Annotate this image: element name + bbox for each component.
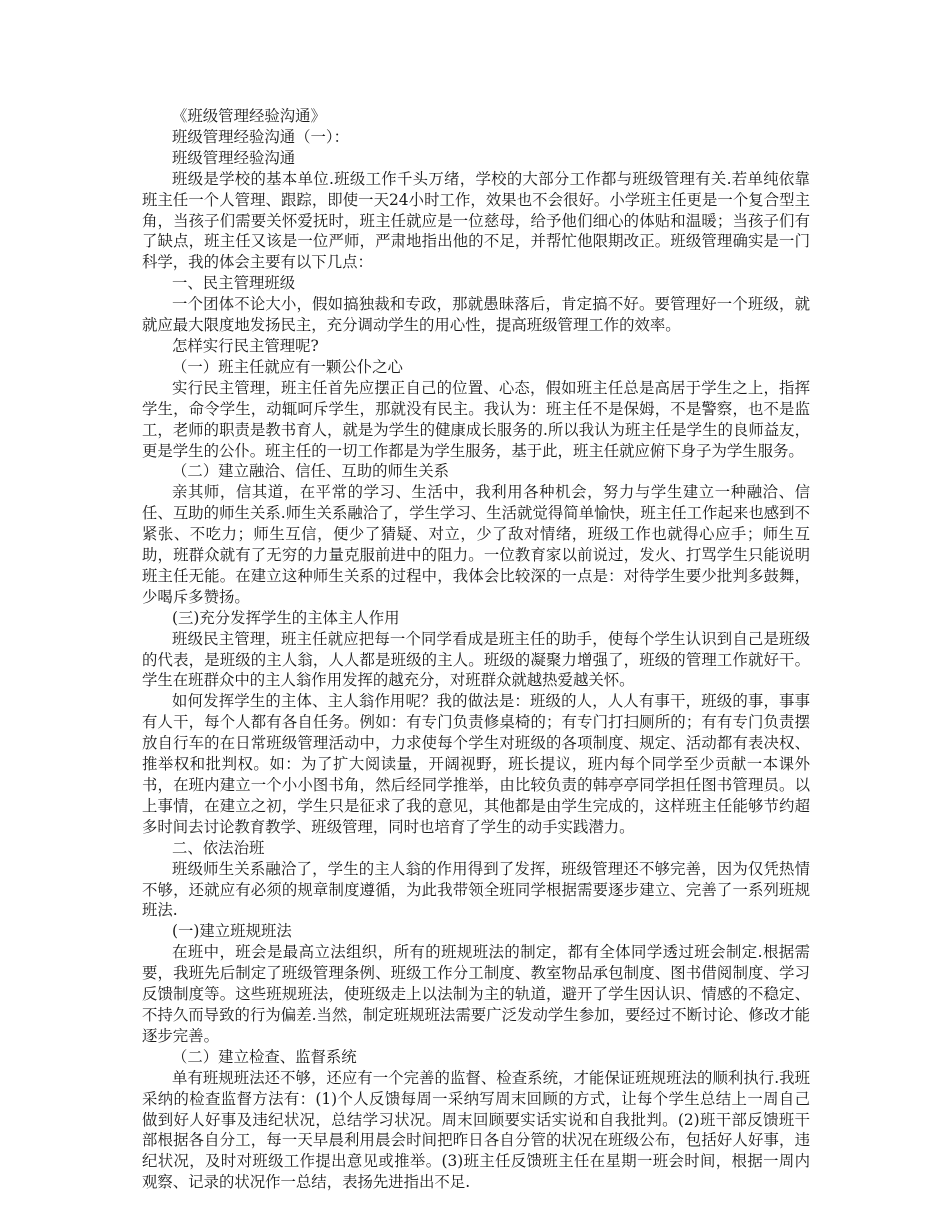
paragraph: 实行民主管理，班主任首先应摆正自己的位置、心态，假如班主任总是高居于学生之上，指挥学生，命令学生，动辄呵斥学生，那就没有民主。我认为：班主任不是保姆，不是警察，也不是监工，老师的职责是教书育人，就是为学生的健康成长服务的.所以我认为班主任是学生的良师益友，更是学生的公仆。班主任的一切工作都是为学生服务，基于此，班主任就应俯下身子为学生服务。	[142, 378, 810, 460]
paragraph: 单有班规班法还不够，还应有一个完善的监督、检查系统，才能保证班规班法的顺利执行.我班采纳的检查监督方法有：(1)个人反馈每周一采纳写周末回顾的方式，让每个学生总结上一周自己做到好人好事及违纪状况，总结学习状况。周末回顾要实话实说和自我批判。(2)班干部反馈班干部根据各自分工，每一天早晨利用晨会时间把昨日各自分管的状况在班级公布，包括好人好事，违纪状况，及时对班级工作提出意见或推举。(3)班主任反馈班主任在星期一班会时间，根据一周内观察、记录的状况作一总结，表扬先进指出不足.	[142, 1068, 810, 1192]
section-heading: 班级管理经验沟通（一）：	[172, 127, 349, 146]
document-body	[142, 106, 810, 1193]
section-heading: (一)建立班规班法	[172, 922, 292, 941]
paragraph: 班级民主管理，班主任就应把每一个同学看成是班主任的助手，使每个学生认识到自己是班级的代表，是班级的主人翁，人人都是班级的主人。班级的凝聚力增强了，班级的管理工作就好干。学生在班群众中的主人翁作用发挥的越充分，对班群众就越热爱越关怀。	[142, 629, 810, 690]
section-heading: 怎样实行民主管理呢?	[172, 336, 319, 355]
paragraph: 班级是学校的基本单位.班级工作千头万绪，学校的大部分工作都与班级管理有关.若单纯依靠班主任一个人管理、跟踪，即使一天24小时工作，效果也不会很好。小学班主任更是一个复合型主角，当孩子们需要关怀爱抚时，班主任就应是一位慈母，给予他们细心的体贴和温暖；当孩子们有了缺点，班主任又该是一位严师，严肃地指出他的不足，并帮忙他限期改正。班级管理确实是一门科学，我的体会主要有以下几点：	[142, 169, 810, 272]
section-heading: (三)充分发挥学生的主体主人作用	[172, 608, 400, 627]
paragraph: 班级师生关系融洽了，学生的主人翁的作用得到了发挥，班级管理还不够完善，因为仅凭热情不够，还就应有必须的规章制度遵循，为此我带领全班同学根据需要逐步建立、完善了一系列班规班法.	[142, 859, 810, 920]
paragraph: 在班中，班会是最高立法组织，所有的班规班法的制定，都有全体同学透过班会制定.根据需要，我班先后制定了班级管理条例、班级工作分工制度、教室物品承包制度、图书借阅制度、学习反馈制度等。这些班规班法，使班级走上以法制为主的轨道，避开了学生因认识、情感的不稳定、不持久而导致的行为偏差.当然，制定班规班法需要广泛发动学生参加，要经过不断讨论、修改才能逐步完善。	[142, 943, 810, 1045]
paragraph: 一个团体不论大小，假如搞独裁和专政，那就愚昧落后，肯定搞不好。要管理好一个班级，就就应最大限度地发扬民主，充分调动学生的用心性，提高班级管理工作的效率。	[142, 295, 810, 335]
section-heading: 一、民主管理班级	[172, 274, 296, 293]
section-heading: （一）班主任就应有一颗公仆之心	[172, 357, 403, 376]
paragraph: 亲其师，信其道，在平常的学习、生活中，我利用各种机会，努力与学生建立一种融洽、信任、互助的师生关系.师生关系融洽了，学生学习、生活就觉得简单愉快，班主任工作起来也感到不紧张、不吃力；师生互信，便少了猜疑、对立，少了敌对情绪，班级工作也就得心应手；师生互助，班群众就有了无穷的力量克服前进中的阻力。一位教育家以前说过，发火、打骂学生只能说明班主任无能。在建立这种师生关系的过程中，我体会比较深的一点是：对待学生要少批判多鼓舞，少喝斥多赞扬。	[142, 483, 810, 606]
section-heading: （二）建立检查、监督系统	[172, 1047, 357, 1066]
section-heading: （二）建立融洽、信任、互助的师生关系	[172, 462, 450, 481]
paragraph: 如何发挥学生的主体、主人翁作用呢？我的做法是：班级的人，人人有事干，班级的事，事事有人干，每个人都有各自任务。例如：有专门负责修桌椅的；有专门打扫厕所的；有有专门负责摆放自行车的在日常班级管理活动中，力求使每个学生对班级的各项制度、规定、活动都有表决权、推举权和批判权。如：为了扩大阅读量，开阔视野，班长提议，班内每个同学至少贡献一本课外书，在班内建立一个小小图书角，然后经同学推举，由比较负责的韩亭亭同学担任图书管理员。以上事情，在建立之初，学生只是征求了我的意见，其他都是由学生完成的，这样班主任能够节约超多时间去讨论教育教学、班级管理，同时也培育了学生的动手实践潜力。	[142, 692, 810, 836]
section-heading: 班级管理经验沟通	[172, 148, 296, 167]
section-heading: 二、依法治班	[172, 838, 265, 857]
document-title: 《班级管理经验沟通》	[172, 107, 326, 125]
